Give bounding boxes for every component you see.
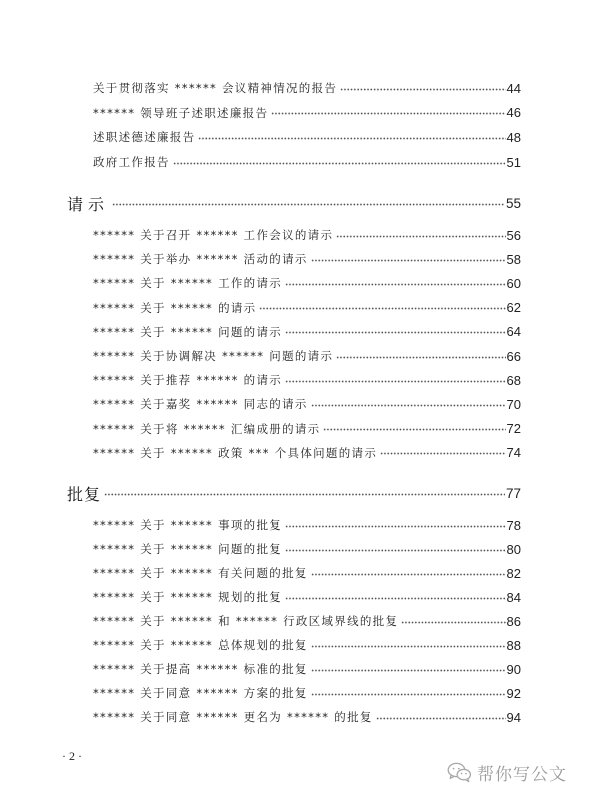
toc-entry-title: 政府工作报告: [93, 155, 170, 170]
dot-leader: [112, 203, 505, 206]
dot-leader: [380, 452, 505, 455]
section-title: 请示: [67, 194, 110, 214]
watermark-text: 帮你写公文: [477, 764, 567, 785]
toc-entry: [93, 609, 521, 633]
toc-entry: [93, 76, 521, 101]
toc-entry: [93, 537, 521, 561]
dot-leader: [401, 621, 505, 624]
dot-leader: [336, 356, 505, 359]
toc-entry: [93, 247, 521, 271]
toc-entry-title: ****** 关于 ****** 有关问题的批复: [93, 566, 308, 580]
toc-entry-title: ****** 关于嘉奖 ****** 同志的请示: [93, 397, 308, 412]
toc-entry-page: 82: [506, 565, 521, 581]
toc-entry: [93, 101, 521, 126]
toc-entry: [93, 223, 521, 247]
section-page: 77: [505, 485, 521, 501]
toc-entry-title: ****** 关于提高 ****** 标准的批复: [93, 662, 308, 676]
toc-entry-page: 68: [506, 372, 521, 388]
toc-entry-title: ****** 关于 ****** 工作的请示: [93, 276, 283, 291]
dot-leader: [104, 493, 505, 496]
toc-entry-page: 80: [506, 541, 521, 557]
toc-entry: [93, 705, 521, 729]
dot-leader: [285, 525, 505, 528]
dot-leader: [311, 573, 506, 576]
dot-leader: [285, 331, 505, 334]
toc-entry: [93, 561, 521, 585]
toc-entry: [93, 633, 521, 657]
watermark: [447, 760, 567, 784]
dot-leader: [311, 259, 506, 262]
toc-section-heading-replies: [67, 480, 521, 506]
toc-request-list: [93, 223, 521, 465]
toc-entry-page: 74: [506, 445, 521, 461]
toc-entry-page: 60: [506, 275, 521, 291]
toc-entry-title: 关于贯彻落实 ****** 会议精神情况的报告: [93, 81, 338, 96]
toc-entry-page: 84: [506, 589, 521, 605]
toc-entry-page: 46: [506, 105, 521, 121]
toc-entry: [93, 585, 521, 609]
toc-entry: [93, 271, 521, 295]
toc-entry-title: ****** 关于 ****** 问题的批复: [93, 542, 283, 556]
dot-leader: [311, 693, 506, 696]
toc-entry: [93, 657, 521, 681]
dot-leader: [311, 404, 506, 407]
dot-leader: [336, 235, 505, 238]
dot-leader: [311, 669, 506, 672]
toc-entry-title: ****** 关于 ****** 问题的请示: [93, 324, 283, 339]
dot-leader: [311, 645, 506, 648]
toc-entry-title: ****** 关于 ****** 和 ****** 行政区域界线的批复: [93, 614, 399, 628]
toc-entry: [93, 392, 521, 416]
dot-leader: [285, 597, 505, 600]
toc-entry: [93, 125, 521, 150]
toc-entry-title: ****** 关于 ****** 政策 *** 个具体问题的请示: [93, 445, 378, 460]
toc-entry-title: ****** 关于推荐 ****** 的请示: [93, 373, 283, 388]
dot-leader: [259, 307, 505, 310]
toc-entry: [93, 513, 521, 537]
toc-entry-page: 58: [506, 251, 521, 267]
dot-leader: [340, 88, 505, 91]
toc-entry-page: 51: [506, 154, 521, 170]
toc-entry: [93, 320, 521, 344]
toc-entry-title: ****** 关于召开 ****** 工作会议的请示: [93, 228, 334, 243]
dot-leader: [271, 112, 505, 115]
toc-entry-page: 72: [506, 421, 521, 437]
toc-entry-page: 64: [506, 324, 521, 340]
toc-report-list: [93, 76, 521, 174]
toc-entry-title: ****** 关于同意 ****** 方案的批复: [93, 686, 308, 700]
toc-entry-page: 86: [506, 613, 521, 629]
toc-entry: [93, 681, 521, 705]
dot-leader: [323, 428, 505, 431]
toc-entry-title: ****** 关于将 ****** 汇编成册的请示: [93, 421, 321, 436]
toc-entry-page: 70: [506, 396, 521, 412]
toc-entry: [93, 368, 521, 392]
toc-entry-page: 78: [506, 517, 521, 533]
toc-entry-title: ****** 关于 ****** 规划的批复: [93, 590, 283, 604]
toc-entry: [93, 441, 521, 465]
toc-entry-page: 62: [506, 300, 521, 316]
section-title: 批复: [67, 484, 102, 504]
toc-entry-page: 48: [506, 129, 521, 145]
toc-entry-page: 94: [506, 709, 521, 725]
toc-section-heading-requests: [67, 190, 521, 216]
section-page: 55: [505, 195, 521, 211]
toc-entry-title: ****** 关于举办 ****** 活动的请示: [93, 252, 308, 267]
dot-leader: [198, 137, 505, 140]
dot-leader: [285, 549, 505, 552]
footer-page-number: · 2 ·: [62, 749, 82, 763]
toc-entry: [93, 417, 521, 441]
toc-entry-title: ****** 关于 ****** 的请示: [93, 300, 257, 315]
toc-entry-page: 56: [506, 227, 521, 243]
toc-entry: [93, 344, 521, 368]
toc-entry: [93, 296, 521, 320]
toc-entry-title: ****** 关于 ****** 总体规划的批复: [93, 638, 308, 652]
dot-leader: [285, 283, 505, 286]
toc-entry-title: ****** 关于 ****** 事项的批复: [93, 518, 283, 532]
dot-leader: [285, 380, 505, 383]
toc-entry-title: 述职述德述廉报告: [93, 130, 196, 145]
toc-reply-list: [93, 513, 521, 729]
toc-entry-page: 66: [506, 348, 521, 364]
wechat-icon: [447, 762, 472, 783]
dot-leader: [173, 162, 506, 165]
toc-entry-page: 90: [506, 661, 521, 677]
toc-entry-page: 92: [506, 685, 521, 701]
toc-entry-title: ****** 关于同意 ****** 更名为 ****** 的批复: [93, 710, 373, 724]
dot-leader: [376, 717, 506, 720]
toc-entry: [93, 150, 521, 175]
toc-entry-title: ****** 领导班子述职述廉报告: [93, 105, 269, 120]
toc-entry-page: 88: [506, 637, 521, 653]
toc-entry-title: ****** 关于协调解决 ****** 问题的请示: [93, 349, 334, 364]
toc-entry-page: 44: [506, 80, 521, 96]
